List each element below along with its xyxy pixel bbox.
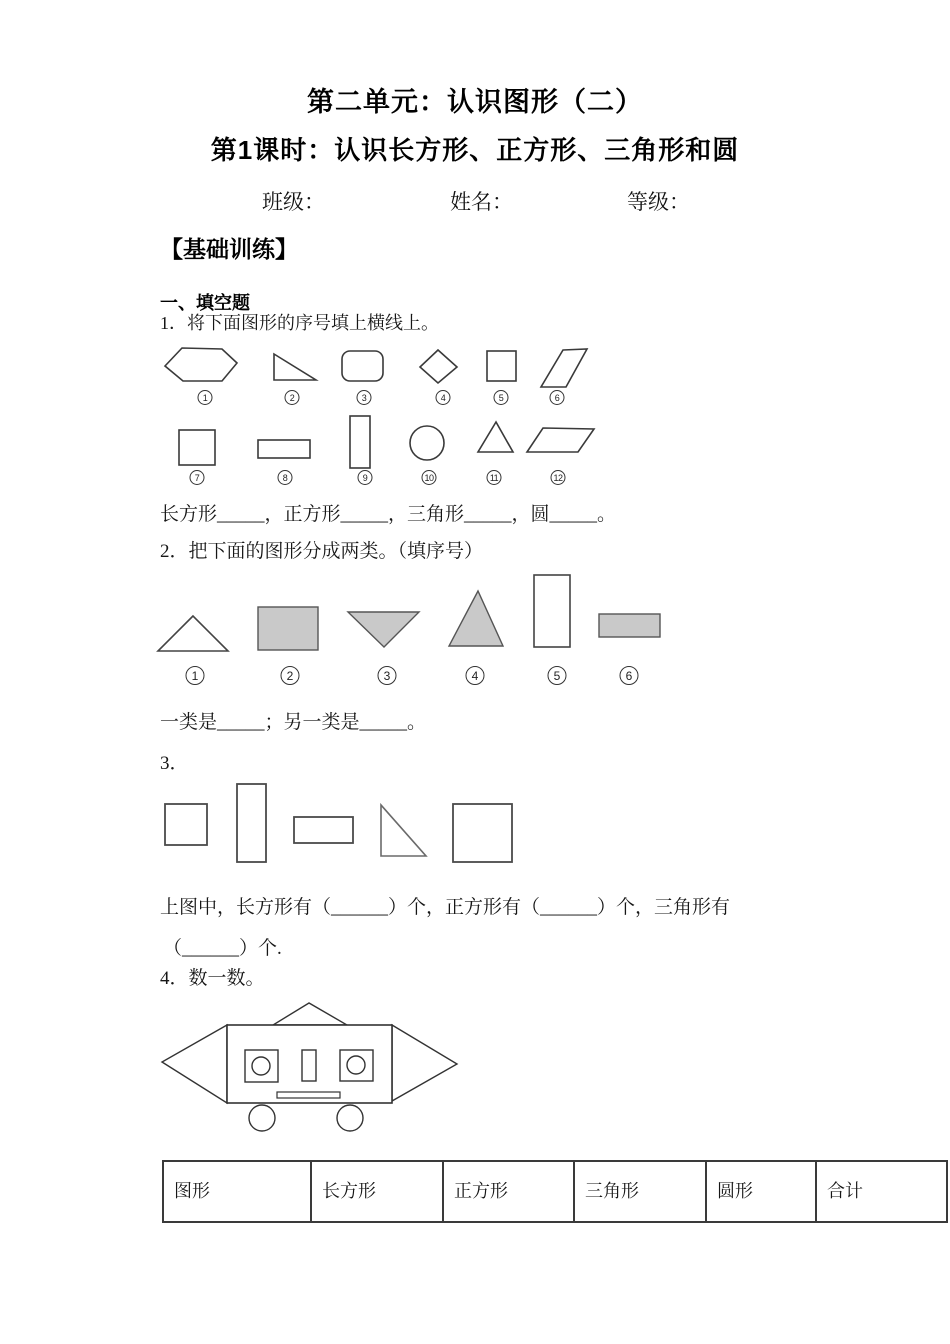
table-header-square: 正方形 <box>444 1162 575 1221</box>
q2-number-2: 2 <box>281 666 300 685</box>
q2-number-1: 1 <box>186 666 205 685</box>
rectangle-shape <box>258 440 310 458</box>
right-triangle-shape <box>274 354 316 380</box>
roof-triangle-shape <box>273 1003 347 1025</box>
large-square-shape <box>453 804 512 862</box>
tall-rectangle-outline-shape <box>534 575 570 647</box>
q1-number-4: 4 <box>436 390 451 405</box>
q2-number-4: 4 <box>466 666 485 685</box>
name-label: 姓名： <box>450 190 513 214</box>
q1-answer-line: 长方形_____，正方形_____，三角形_____，圆_____。 <box>160 504 617 525</box>
parallelogram-shape <box>527 428 594 452</box>
rectangle-shaded-small-shape <box>599 614 660 637</box>
q3-number: 3． <box>160 753 189 774</box>
hexagon-shape <box>165 348 237 381</box>
table-header-total: 合计 <box>827 1181 863 1201</box>
table-header-triangle: 三角形 <box>575 1162 707 1221</box>
circle-shape <box>410 426 444 460</box>
table-header-rectangle: 长方形 <box>312 1162 444 1221</box>
page-subtitle: 第1课时：认识长方形、正方形、三角形和圆 <box>210 135 740 165</box>
tall-rectangle-shape <box>350 416 370 468</box>
q1-number-2: 2 <box>285 390 300 405</box>
left-wing-triangle-shape <box>162 1025 227 1103</box>
q1-shape-row-2 <box>158 412 608 474</box>
table-header-shape: 图形 <box>164 1162 312 1221</box>
q2-number-5: 5 <box>548 666 567 685</box>
rounded-rectangle-shape <box>342 351 383 381</box>
right-wing-triangle-shape <box>392 1025 457 1101</box>
count-table <box>162 1160 948 1223</box>
inverted-triangle-shaded-shape <box>348 612 419 647</box>
tall-rectangle-shape <box>237 784 266 862</box>
square-shape <box>165 804 207 845</box>
q2-shape-row <box>155 570 675 655</box>
q4-vehicle-figure <box>155 995 475 1135</box>
rectangle-shape <box>294 817 353 843</box>
q1-number-9: 9 <box>358 470 373 485</box>
q4-prompt: 4．数一数。 <box>160 968 265 989</box>
q1-number-10: 10 <box>422 470 437 485</box>
part-one-heading: 一、填空题 <box>160 293 250 313</box>
triangle-outline-shape <box>158 616 228 651</box>
q3-answer-line-2: （______）个. <box>163 938 282 959</box>
parallelogram-shape <box>541 349 587 387</box>
page-title: 第二单元：认识图形（二） <box>307 87 643 117</box>
q2-number-6: 6 <box>620 666 639 685</box>
q2-answer-line: 一类是_____；另一类是_____。 <box>160 712 427 733</box>
q1-shape-row-1 <box>158 342 608 392</box>
q1-prompt: 1．将下面图形的序号填上横线上。 <box>160 313 439 333</box>
triangle-shape <box>478 422 513 452</box>
class-label: 班级： <box>262 190 325 214</box>
grade-label: 等级： <box>627 190 690 214</box>
q3-shape-row <box>158 782 528 867</box>
square-shape <box>487 351 516 381</box>
q1-number-3: 3 <box>357 390 372 405</box>
section-basic-training: 【基础训练】 <box>160 236 298 262</box>
q2-number-3: 3 <box>378 666 397 685</box>
triangle-shaded-shape <box>449 591 503 646</box>
left-wheel-circle-shape <box>249 1105 275 1131</box>
q1-number-11: 11 <box>487 470 502 485</box>
rectangle-shaded-shape <box>258 607 318 650</box>
q1-number-1: 1 <box>198 390 213 405</box>
right-triangle-shape <box>381 805 426 856</box>
q2-prompt: 2．把下面的图形分成两类。（填序号） <box>160 541 484 562</box>
q1-number-12: 12 <box>551 470 566 485</box>
diamond-shape <box>420 350 457 383</box>
q1-number-8: 8 <box>278 470 293 485</box>
q1-number-6: 6 <box>550 390 565 405</box>
q3-answer-line-1: 上图中，长方形有（______）个，正方形有（______）个，三角形有 <box>160 897 731 918</box>
q1-number-5: 5 <box>494 390 509 405</box>
q1-number-7: 7 <box>190 470 205 485</box>
square-shape <box>179 430 215 465</box>
right-wheel-circle-shape <box>337 1105 363 1131</box>
table-header-circle: 圆形 <box>707 1162 817 1221</box>
